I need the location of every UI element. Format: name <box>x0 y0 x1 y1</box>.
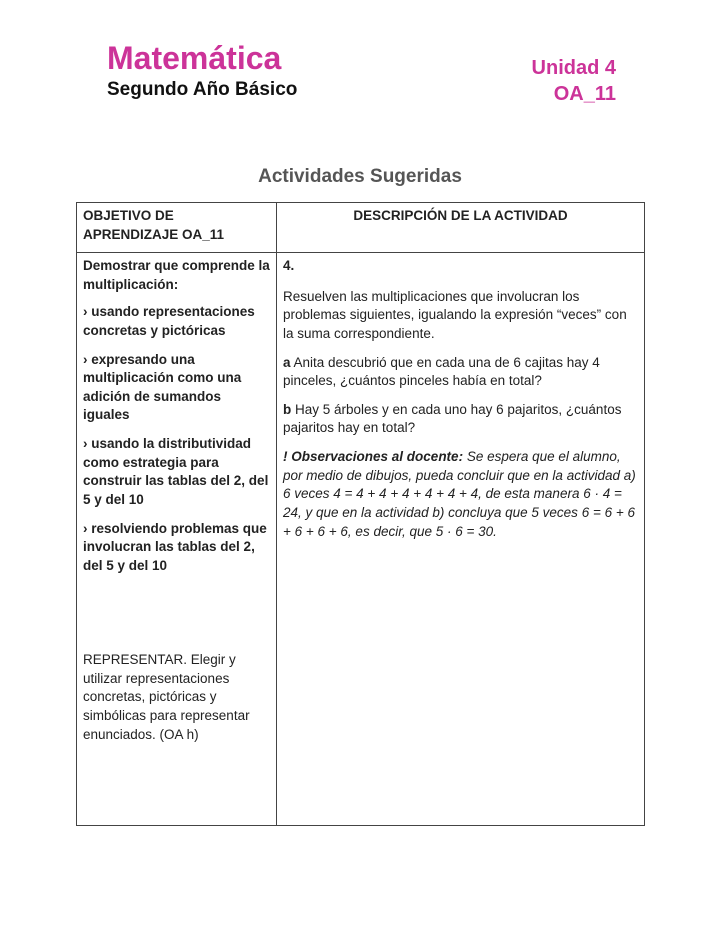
observations-text: Se espera que el alumno, por medio de dibujos, pueda concluir que en la actividad a) 6 veces 4 = 4 + 4 + 4 + 4 + 4 + 4, de esta manera 6 · 4 = 24, y que en la actividad b) concluya que 5 veces 6 = 6 + 6 + 6 + 6 + 6, es decir, que 5 · 6 = 30. <box>283 449 636 539</box>
header-left <box>107 42 297 101</box>
header-right <box>532 55 616 107</box>
objective-bullet-2: › expresando una multiplicación como una adición de sumandos iguales <box>83 351 242 423</box>
table-row <box>77 253 645 826</box>
item-a-text: Anita descubrió que en cada una de 6 cajitas hay 4 pinceles, ¿cuántos pinceles había en total? <box>283 354 600 389</box>
skill-representar: REPRESENTAR. Elegir y utilizar representaciones concretas, pictóricas y simbólicas para representar enunciados. (OA h) <box>83 652 250 742</box>
activity-item-a <box>283 354 638 391</box>
activity-number: 4. <box>283 258 295 273</box>
description-column-header: DESCRIPCIÓN DE LA ACTIVIDAD <box>277 203 645 253</box>
activities-table <box>76 202 645 826</box>
oa-label: OA_11 <box>553 83 616 105</box>
activity-item-b <box>283 401 638 438</box>
section-title: Actividades Sugeridas <box>258 166 462 187</box>
unit-label: Unidad 4 <box>531 57 616 79</box>
observations-label: ! Observaciones al docente: <box>283 449 464 464</box>
activity-cell <box>277 253 645 826</box>
activity-intro: Resuelven las multiplicaciones que involucran los problemas siguientes, igualando la expresión “veces” con la suma correspondiente. <box>283 288 627 341</box>
objective-intro: Demostrar que comprende la multiplicación: <box>83 258 270 292</box>
teacher-observations <box>283 448 638 541</box>
item-a-label: a <box>283 354 291 370</box>
grade-subtitle: Segundo Año Básico <box>107 79 298 100</box>
item-b-label: b <box>283 401 292 417</box>
objective-bullet-3: › usando la distributividad como estrategia para construir las tablas del 2, del 5 y del 10 <box>83 436 269 507</box>
objective-bullet-1: › usando representaciones concretas y pictóricas <box>83 304 255 338</box>
objective-bullet-4: › resolviendo problemas que involucran las tablas del 2, del 5 y del 10 <box>83 520 267 573</box>
item-b-text: Hay 5 árboles y en cada uno hay 6 pajaritos, ¿cuántos pajaritos hay en total? <box>283 401 622 436</box>
subject-title: Matemática <box>107 40 282 76</box>
table-header-row <box>77 203 645 253</box>
objective-cell <box>77 253 277 826</box>
objective-column-header: OBJETIVO DE APRENDIZAJE OA_11 <box>77 203 277 253</box>
